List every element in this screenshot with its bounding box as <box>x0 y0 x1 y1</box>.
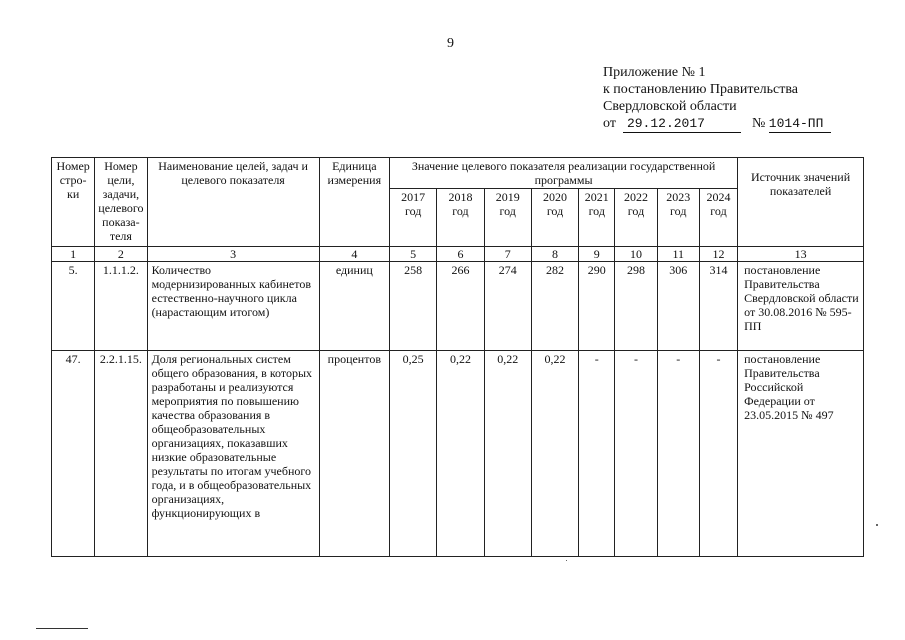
source-cell: постановление Правительства Российской Федерации от 23.05.2015 № 497 <box>738 351 864 557</box>
column-number: 6 <box>437 247 484 262</box>
value-cell: - <box>699 351 737 557</box>
row-number: 47. <box>52 351 95 557</box>
column-number: 3 <box>147 247 319 262</box>
value-cell: 314 <box>699 262 737 351</box>
appendix-header <box>603 64 831 133</box>
row-number: 5. <box>52 262 95 351</box>
value-cell: 282 <box>531 262 578 351</box>
header-year: 2024 год <box>699 189 737 247</box>
date-prefix: от <box>603 116 616 131</box>
column-number: 8 <box>531 247 578 262</box>
task-number: 2.2.1.15. <box>95 351 147 557</box>
value-cell: 298 <box>615 262 657 351</box>
appendix-decree-ref: к постановлению Правительства <box>603 82 799 97</box>
value-cell: 0,22 <box>531 351 578 557</box>
value-cell: 306 <box>657 262 699 351</box>
page-number: 9 <box>447 36 454 51</box>
value-cell: - <box>657 351 699 557</box>
header-year: 2022 год <box>615 189 657 247</box>
appendix-title: Приложение № 1 <box>603 65 706 80</box>
header-row-number: Номер стро-ки <box>52 158 95 247</box>
table-row <box>52 351 864 557</box>
appendix-region: Свердловской области <box>603 99 737 114</box>
value-cell: 0,22 <box>437 351 484 557</box>
value-cell: 290 <box>579 262 615 351</box>
column-number: 4 <box>319 247 389 262</box>
header-name: Наименование целей, задач и целевого показателя <box>147 158 319 247</box>
decree-date-field <box>623 115 741 133</box>
column-number: 13 <box>738 247 864 262</box>
task-number: 1.1.1.2. <box>95 262 147 351</box>
value-cell: 0,25 <box>390 351 437 557</box>
header-year: 2017 год <box>390 189 437 247</box>
value-cell: 266 <box>437 262 484 351</box>
header-year: 2021 год <box>579 189 615 247</box>
column-numbers-row <box>52 247 864 262</box>
appendix-date-line <box>603 115 831 133</box>
header-values-group: Значение целевого показателя реализации государственной программы <box>390 158 738 189</box>
value-cell: 258 <box>390 262 437 351</box>
scan-speck <box>566 560 567 561</box>
footer-rule <box>36 628 88 629</box>
header-year: 2023 год <box>657 189 699 247</box>
unit: единиц <box>319 262 389 351</box>
header-year: 2020 год <box>531 189 578 247</box>
decree-date: 29.12.2017 <box>626 116 705 131</box>
column-number: 5 <box>390 247 437 262</box>
value-cell: 274 <box>484 262 531 351</box>
header-year: 2018 год <box>437 189 484 247</box>
unit: процентов <box>319 351 389 557</box>
indicator-name: Доля региональных систем общего образования, в которых разработаны и реализуются мероприятия по повышению качества образования в общеобразовательных организациях, показавших низкие образовательные результаты по итогам учебного года, и в общеобразовательных организациях, функционирующих в <box>147 351 319 557</box>
column-number: 2 <box>95 247 147 262</box>
header-task-number: Номер цели, задачи, целевого показа-теля <box>95 158 147 247</box>
column-number: 9 <box>579 247 615 262</box>
decree-number: 1014-ПП <box>768 116 824 131</box>
indicator-name: Количество модернизированных кабинетов естественно-научного цикла (нарастающим итогом) <box>147 262 319 351</box>
indicator-table <box>51 157 864 557</box>
source-cell: постановление Правительства Свердловской области от 30.08.2016 № 595-ПП <box>738 262 864 351</box>
value-cell: 0,22 <box>484 351 531 557</box>
number-prefix: № <box>751 116 766 131</box>
table-header-row <box>52 158 864 189</box>
decree-number-field <box>769 115 831 133</box>
value-cell: - <box>579 351 615 557</box>
header-unit: Единица измерения <box>319 158 389 247</box>
table-row <box>52 262 864 351</box>
header-year: 2019 год <box>484 189 531 247</box>
scan-speck <box>876 524 878 526</box>
column-number: 1 <box>52 247 95 262</box>
column-number: 11 <box>657 247 699 262</box>
header-source: Источник значений показателей <box>738 158 864 247</box>
column-number: 10 <box>615 247 657 262</box>
value-cell: - <box>615 351 657 557</box>
column-number: 12 <box>699 247 737 262</box>
column-number: 7 <box>484 247 531 262</box>
